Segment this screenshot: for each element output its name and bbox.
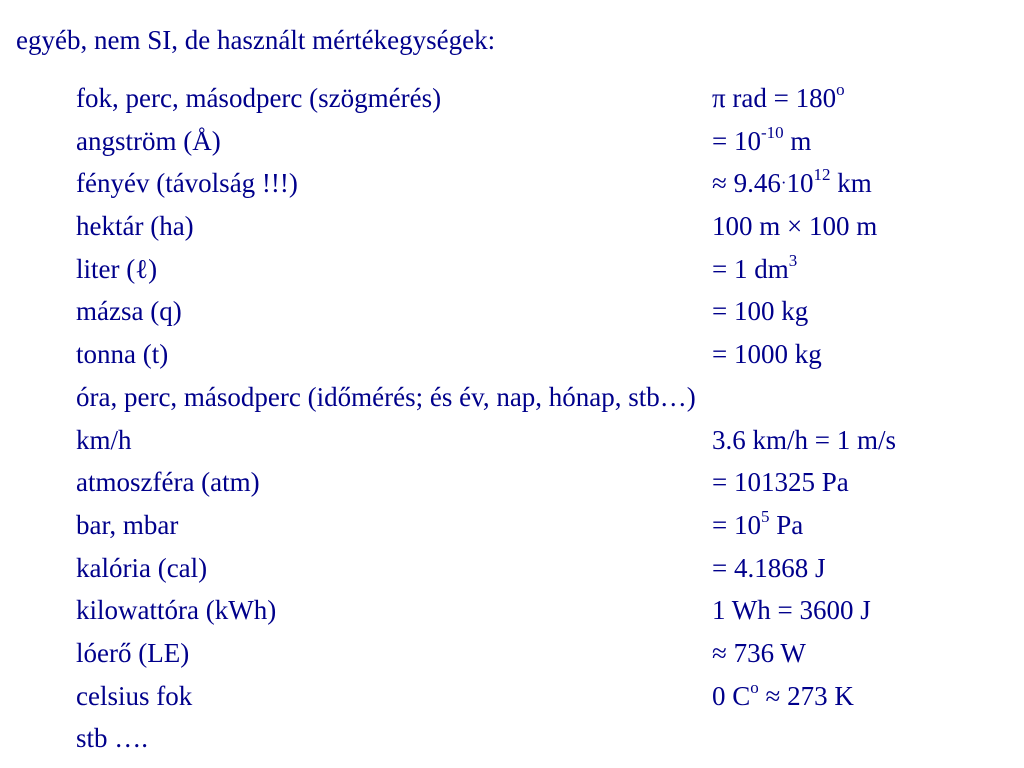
unit-label: km/h	[76, 424, 132, 455]
unit-row-calorie	[76, 547, 1016, 590]
unit-value: = $10^{-10}$ m	[712, 122, 812, 156]
unit-row-hectare	[76, 205, 1016, 248]
unit-label: liter (ℓ)	[76, 253, 158, 284]
unit-label: fényév (távolság !!!)	[76, 168, 298, 199]
unit-label: stb ….	[76, 723, 149, 754]
unit-label: tonna (t)	[76, 339, 169, 370]
unit-row-tonne	[76, 333, 1016, 376]
unit-row-celsius	[76, 675, 1016, 718]
unit-label: kilowattóra (kWh)	[76, 595, 277, 626]
unit-row-time	[76, 376, 1016, 419]
unit-value: 3.6 km/h = 1 m/s	[712, 424, 896, 455]
unit-row-degree	[76, 77, 1016, 120]
unit-label: angström (Å)	[76, 125, 221, 156]
unit-value: 1 Wh = 3600 J	[712, 595, 871, 626]
unit-row-bar	[76, 504, 1016, 547]
unit-value: = 1000 kg	[712, 339, 822, 370]
unit-row-kwh	[76, 589, 1016, 632]
unit-label: bar, mbar	[76, 509, 179, 540]
unit-value: = 101325 Pa	[712, 467, 849, 498]
unit-value: = $10^5$ Pa	[712, 506, 804, 540]
unit-row-lightyear	[76, 162, 1016, 205]
unit-value: ≈ 736 W	[712, 637, 806, 668]
unit-label: celsius fok	[76, 680, 193, 711]
unit-row-liter	[76, 248, 1016, 291]
unit-label: kalória (cal)	[76, 552, 208, 583]
unit-row-angstrom	[76, 120, 1016, 163]
unit-value: π rad = $180^o$	[712, 80, 845, 113]
unit-label: mázsa (q)	[76, 296, 182, 327]
unit-row-kmh	[76, 419, 1016, 462]
unit-row-atm	[76, 461, 1016, 504]
unit-value: 100 m × 100 m	[712, 211, 878, 242]
unit-label: atmoszféra (atm)	[76, 467, 260, 498]
unit-value: = 100 kg	[712, 296, 809, 327]
unit-label: óra, perc, másodperc (időmérés; és év, nap, hónap, stb…)	[76, 381, 696, 412]
unit-row-quintal	[76, 290, 1016, 333]
unit-value: = 4.1868 J	[712, 552, 826, 583]
slide-heading: egyéb, nem SI, de használt mértékegységek:	[16, 25, 496, 55]
unit-value: 0 $C^o \approx 273$ K	[712, 677, 854, 711]
unit-label: hektár (ha)	[76, 211, 194, 242]
unit-value: = 1 $dm^3$	[712, 250, 798, 284]
unit-row-horsepower	[76, 632, 1016, 675]
unit-value: ≈ $9.46\cdot 10^{12}$ km	[712, 165, 872, 199]
unit-row-etc	[76, 717, 1016, 760]
units-list	[76, 77, 1016, 760]
unit-label: lóerő (LE)	[76, 637, 190, 668]
unit-label: fok, perc, másodperc (szögmérés)	[76, 83, 442, 113]
